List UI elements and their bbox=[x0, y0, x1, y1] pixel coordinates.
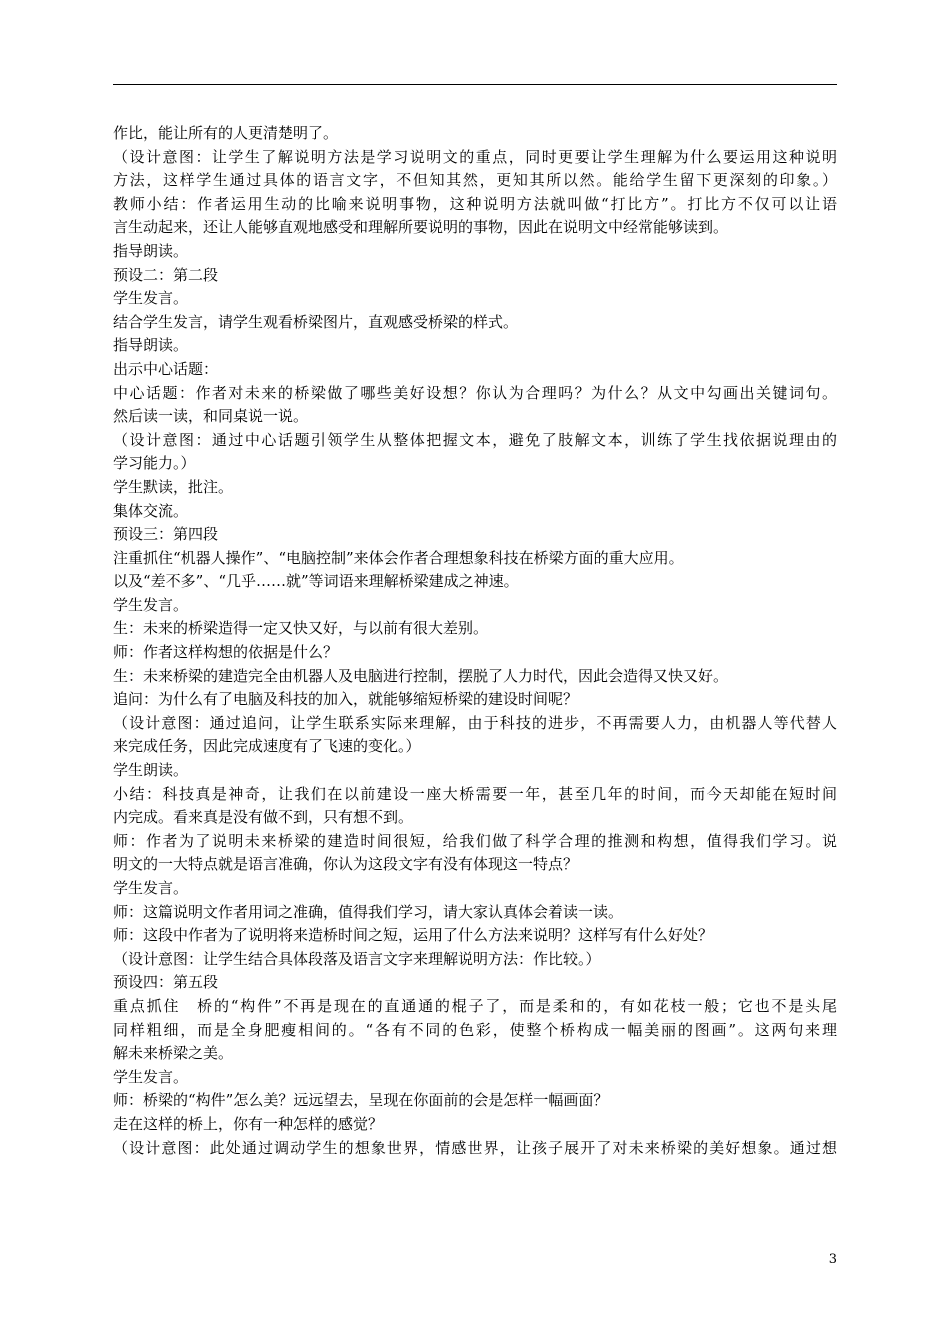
text-line: 言生动起来，还让人能够直观地感受和理解所要说明的事物，因此在说明文中经常能够读到。 bbox=[113, 218, 729, 237]
text-line: 中心话题：作者对未来的桥梁做了哪些美好设想？你认为合理吗？为什么？从文中勾画出关键词句。 bbox=[113, 383, 837, 402]
text-line: 学生发言。 bbox=[113, 289, 189, 308]
text-line: （设计意图：此处通过调动学生的想象世界，情感世界，让孩子展开了对未来桥梁的美好想象。通过想 bbox=[113, 1138, 837, 1157]
text-line: 重点抓住 桥的“构件”不再是现在的直通通的棍子了，而是柔和的，有如花枝一般；它也不是头尾 bbox=[113, 996, 837, 1015]
text-line: 学生朗读。 bbox=[113, 761, 189, 780]
text-line: 生：未来的桥梁造得一定又快又好，与以前有很大差别。 bbox=[113, 619, 489, 638]
text-line: 师：作者这样构想的依据是什么？ bbox=[113, 643, 339, 662]
text-line: （设计意图：让学生结合具体段落及语言文字来理解说明方法：作比较。） bbox=[113, 949, 601, 968]
header-rule bbox=[113, 84, 837, 85]
text-line: 追问：为什么有了电脑及科技的加入，就能够缩短桥梁的建设时间呢？ bbox=[113, 690, 579, 709]
text-line: 指导朗读。 bbox=[113, 336, 189, 355]
document-body bbox=[113, 122, 837, 1160]
text-line: 预设二：第二段 bbox=[113, 265, 219, 284]
text-line: 学习能力。） bbox=[113, 454, 196, 473]
text-line: 师：桥梁的“构件”怎么美？远远望去，呈现在你面前的会是怎样一幅画面？ bbox=[113, 1091, 609, 1110]
text-line: 同样粗细，而是全身肥瘦相间的。“各有不同的色彩，使整个桥构成一幅美丽的图画”。这两句来理 bbox=[113, 1020, 837, 1039]
text-line: 学生发言。 bbox=[113, 1067, 189, 1086]
text-line: 学生发言。 bbox=[113, 879, 189, 897]
text-line: （设计意图：通过中心话题引领学生从整体把握文本，避免了肢解文本，训练了学生找依据说理由的 bbox=[113, 430, 837, 449]
text-line: 来完成任务，因此完成速度有了飞速的变化。） bbox=[113, 737, 421, 756]
text-line: 内完成。看来真是没有做不到，只有想不到。 bbox=[113, 808, 414, 827]
page-number: 3 bbox=[828, 1252, 837, 1267]
text-line: 明文的一大特点就是语言准确，你认为这段文字有没有体现这一特点？ bbox=[113, 855, 579, 874]
text-line: （设计意图：通过追问，让学生联系实际来理解，由于科技的进步，不再需要人力，由机器人等代替人 bbox=[113, 713, 837, 732]
text-line: 集体交流。 bbox=[113, 501, 189, 520]
text-line: 方法，这样学生通过具体的语言文字，不但知其然，更知其所以然。能给学生留下更深刻的印象。） bbox=[113, 171, 837, 190]
text-line: 小结：科技真是神奇，让我们在以前建设一座大桥需要一年，甚至几年的时间，而今天却能在短时间 bbox=[113, 784, 837, 803]
text-line: 师：这段中作者为了说明将来造桥时间之短，运用了什么方法来说明？这样写有什么好处？ bbox=[113, 926, 714, 945]
text-line: 预设四：第五段 bbox=[113, 973, 219, 992]
text-line: 然后读一读，和同桌说一说。 bbox=[113, 407, 309, 426]
text-line: 教师小结：作者运用生动的比喻来说明事物，这种说明方法就叫做“打比方”。打比方不仅可以让语 bbox=[113, 194, 837, 213]
text-line: 预设三：第四段 bbox=[113, 525, 219, 544]
text-line: 出示中心话题： bbox=[113, 359, 219, 378]
text-line: 以及“差不多”、“几乎……就”等词语来理解桥梁建成之神速。 bbox=[113, 572, 519, 591]
text-line: 走在这样的桥上，你有一种怎样的感觉？ bbox=[113, 1114, 384, 1133]
text-line: 学生发言。 bbox=[113, 595, 189, 614]
text-line: 学生默读，批注。 bbox=[113, 477, 234, 496]
text-line: 师：这篇说明文作者用词之准确，值得我们学习，请大家认真体会着读一读。 bbox=[113, 902, 624, 921]
text-line: 师：作者为了说明未来桥梁的建造时间很短，给我们做了科学合理的推测和构想，值得我们学习。说 bbox=[113, 831, 837, 850]
text-line: 注重抓住“机器人操作”、“电脑控制”来体会作者合理想象科技在桥梁方面的重大应用。 bbox=[113, 548, 684, 567]
text-line: 作比，能让所有的人更清楚明了。 bbox=[113, 124, 339, 142]
text-line: （设计意图：让学生了解说明方法是学习说明文的重点，同时更要让学生理解为什么要运用这种说明 bbox=[113, 147, 837, 166]
text-line: 解未来桥梁之美。 bbox=[113, 1044, 234, 1063]
text-line: 生：未来桥梁的建造完全由机器人及电脑进行控制，摆脱了人力时代，因此会造得又快又好。 bbox=[113, 666, 729, 685]
text-line: 结合学生发言，请学生观看桥梁图片，直观感受桥梁的样式。 bbox=[113, 312, 519, 331]
text-line: 指导朗读。 bbox=[113, 241, 189, 260]
